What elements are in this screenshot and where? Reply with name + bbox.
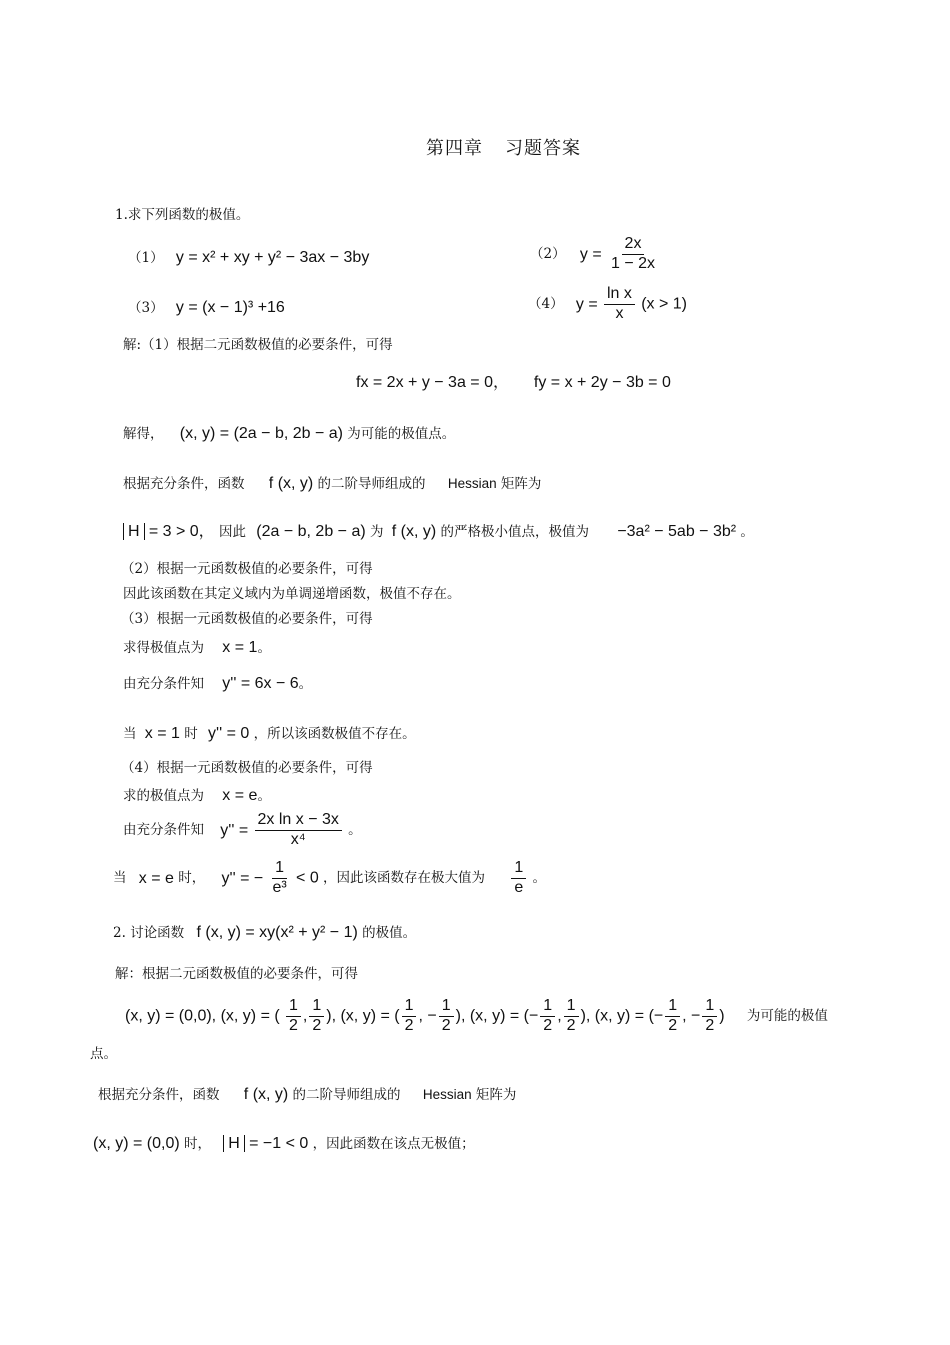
solution-4-d: 当 x = e 时， y'' = − $\frac{1}{\text{e³}}$ < 0 ，因此该函数存在极大值为 $\frac{1}{e}$ 。 <box>113 859 547 896</box>
problem-2-solution-intro: 解：根据二元函数极值的必要条件，可得 <box>115 966 358 982</box>
item-4: （4） y = $\frac{\text{ln x}}{x}$ (x > 1) <box>528 285 687 322</box>
critical-points-wrap: 点。 <box>90 1046 117 1062</box>
item-3: （3） y = (x − 1)³ +16 <box>128 299 285 316</box>
max-value-fraction: $\frac{1}{e}$ <box>511 860 526 897</box>
page-title <box>426 138 581 160</box>
critical-points-line: (x, y) = (0,0), (x, y) = ( $\frac{1}{2}$ , $\frac{1}{2}$ ), (x, y) = ( $\frac{1}{2}$ , − $\frac{1}{2}$ ), (x, y) = (− $\frac{1}{2}$ , $\frac{1}{2}$ ), (x, y) = (− $\frac{1}{2}$ , − $\frac{1}{2}$ ) 为可能的极值 <box>125 997 828 1034</box>
eq-fy: fy = x + 2y − 3b = 0 <box>533 374 671 391</box>
problem-1-heading: 1.求下列函数的极值。 <box>115 207 250 223</box>
sufficient-condition-1: 根据充分条件，函数 f (x, y) 的二阶导师组成的 Hessian 矩阵为 <box>123 475 542 492</box>
partial-equations <box>356 373 671 392</box>
chapter-subtitle: 习题答案 <box>505 138 581 159</box>
solution-4-a: （4）根据一元函数极值的必要条件，可得 <box>121 760 373 776</box>
item-2: （2） y = $\frac{2x}{1 - 2x}$ <box>530 236 660 273</box>
hessian-result-1: H = 3 > 0， 因此 (2a − b, 2b − a) 为 f (x, y) 的严格极小值点，极值为 −3a² − 5ab − 3b² 。 <box>123 522 754 541</box>
hessian-determinant: H <box>123 523 145 540</box>
hessian-result-2: (x, y) = (0,0) 时， H = −1 < 0 ，因此函数在该点无极值； <box>93 1135 475 1152</box>
solution-4-b: 求的极值点为 x = e。 <box>123 787 271 804</box>
solution-2-a: （2）根据一元函数极值的必要条件，可得 <box>121 561 373 577</box>
sufficient-condition-2: 根据充分条件，函数 f (x, y) 的二阶导师组成的 Hessian 矩阵为 <box>98 1086 517 1103</box>
solution-3-a: （3）根据一元函数极值的必要条件，可得 <box>121 611 373 627</box>
item-1-formula: y = x² + xy + y² − 3ax − 3by <box>175 249 370 266</box>
extreme-value: −3a² − 5ab − 3b² <box>617 523 737 540</box>
solution-intro: 解:（1）根据二元函数极值的必要条件，可得 <box>123 337 393 353</box>
critical-point: (x, y) = (2a − b, 2b − a) <box>179 425 343 442</box>
eq-fx: fx = 2x + y − 3a = 0， <box>356 374 509 391</box>
solution-3-c: 由充分条件知 y'' = 6x − 6。 <box>123 675 313 692</box>
item-2-fraction: $\frac{2x}{1 - 2x}$ <box>610 235 656 272</box>
solution-3-d: 当 x = 1 时 y'' = 0 ，所以该函数极值不存在。 <box>123 725 416 742</box>
item-3-formula: y = (x − 1)³ +16 <box>175 299 285 316</box>
problem-2-heading: 2. 讨论函数 f (x, y) = xy(x² + y² − 1) 的极值。 <box>113 924 417 941</box>
solution-4-c: 由充分条件知 y'' = $\frac{\text{2x ln x − 3x}}{\text{x⁴}}$ 。 <box>123 811 362 848</box>
solution-3-b: 求得极值点为 x = 1。 <box>123 639 271 656</box>
item-4-fraction: $\frac{\text{ln x}}{x}$ <box>604 286 635 323</box>
problem-2-function: f (x, y) = xy(x² + y² − 1) <box>196 924 358 941</box>
item-1: （1） y = x² + xy + y² − 3ax − 3by <box>128 249 370 266</box>
second-derivative-fraction: $\frac{\text{2x ln x − 3x}}{\text{x⁴}}$ <box>255 812 342 849</box>
solution-2-b: 因此该函数在其定义域内为单调递增函数，极值不存在。 <box>123 586 461 602</box>
chapter-label: 第四章 <box>426 138 483 159</box>
critical-point-line: 解得， (x, y) = (2a − b, 2b − a) 为可能的极值点。 <box>123 425 456 442</box>
